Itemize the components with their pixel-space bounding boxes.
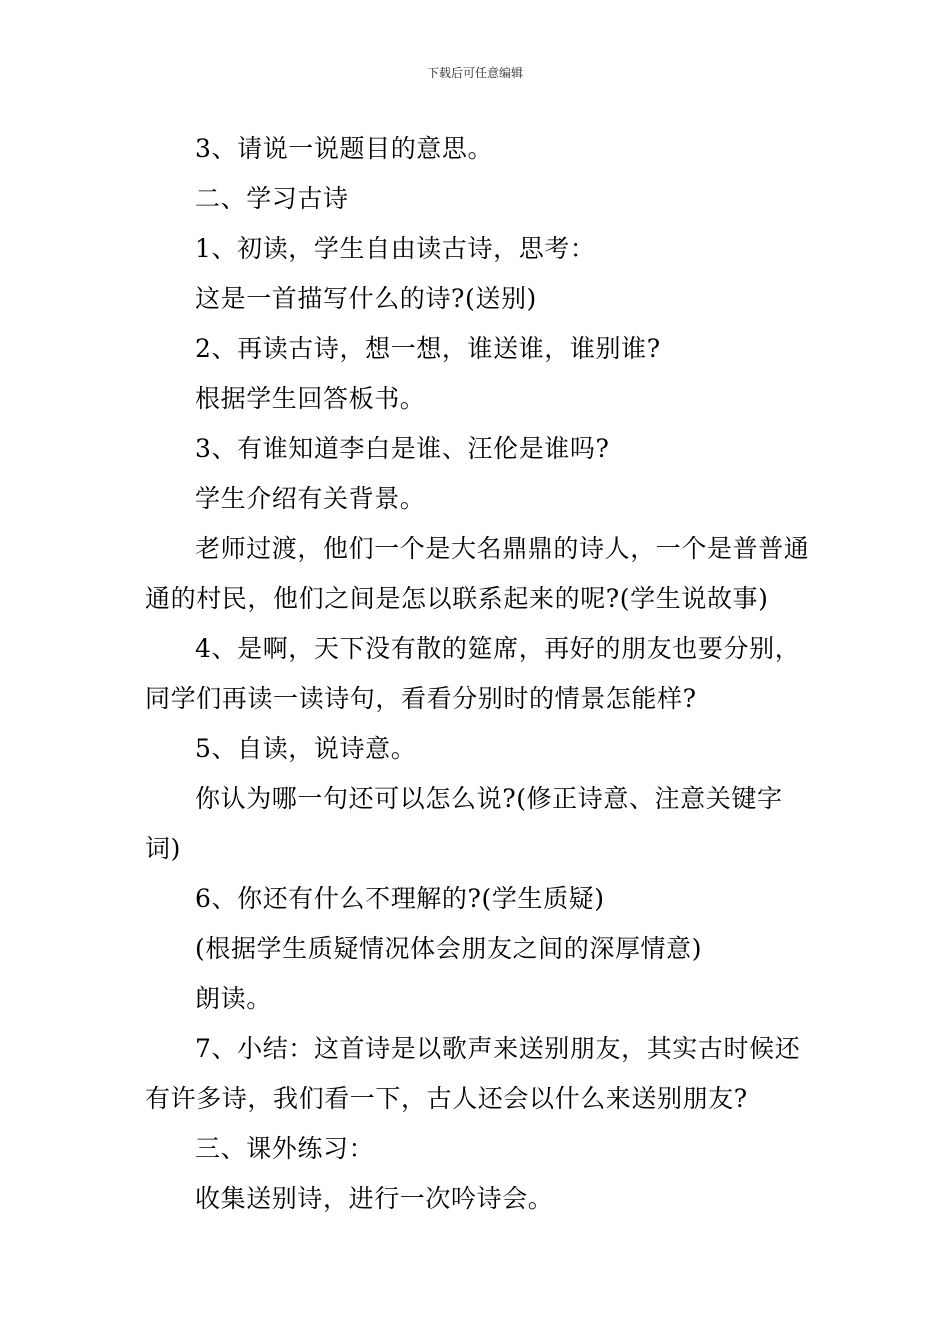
paragraph: 你认为哪一句还可以怎么说?(修正诗意、注意关键字词): [145, 784, 783, 863]
paragraph: 3、请说一说题目的意思。: [195, 134, 494, 163]
page-header-note: 下载后可任意编辑: [426, 66, 523, 80]
paragraph: 6、你还有什么不理解的?(学生质疑): [195, 884, 605, 913]
paragraph: 老师过渡，他们一个是大名鼎鼎的诗人，一个是普普通通的村民，他们之间是怎以联系起来的呢?(学生说故事): [145, 534, 810, 613]
paragraph: 4、是啊，天下没有散的筵席，再好的朋友也要分别，同学们再读一读诗句，看看分别时的情景怎能样?: [145, 634, 801, 713]
section-heading: 二、学习古诗: [195, 184, 349, 213]
paragraph: (根据学生质疑情况体会朋友之间的深厚情意): [195, 934, 703, 963]
section-heading: 三、课外练习：: [195, 1134, 375, 1163]
paragraph: 7、小结：这首诗是以歌声来送别朋友，其实古时候还有许多诗，我们看一下，古人还会以什么来送别朋友?: [145, 1034, 801, 1113]
paragraph: 3、有谁知道李白是谁、汪伦是谁吗?: [195, 434, 610, 463]
paragraph: 2、再读古诗，想一想，谁送谁，谁别谁?: [195, 334, 661, 363]
paragraph: 根据学生回答板书。: [195, 384, 426, 413]
paragraph: 学生介绍有关背景。: [195, 484, 426, 513]
paragraph: 5、自读，说诗意。: [195, 734, 417, 763]
paragraph: 1、初读，学生自由读古诗，思考：: [195, 234, 596, 263]
paragraph: 收集送别诗，进行一次吟诗会。: [195, 1184, 554, 1213]
paragraph: 这是一首描写什么的诗?(送别): [195, 284, 537, 313]
paragraph: 朗读。: [195, 984, 272, 1013]
